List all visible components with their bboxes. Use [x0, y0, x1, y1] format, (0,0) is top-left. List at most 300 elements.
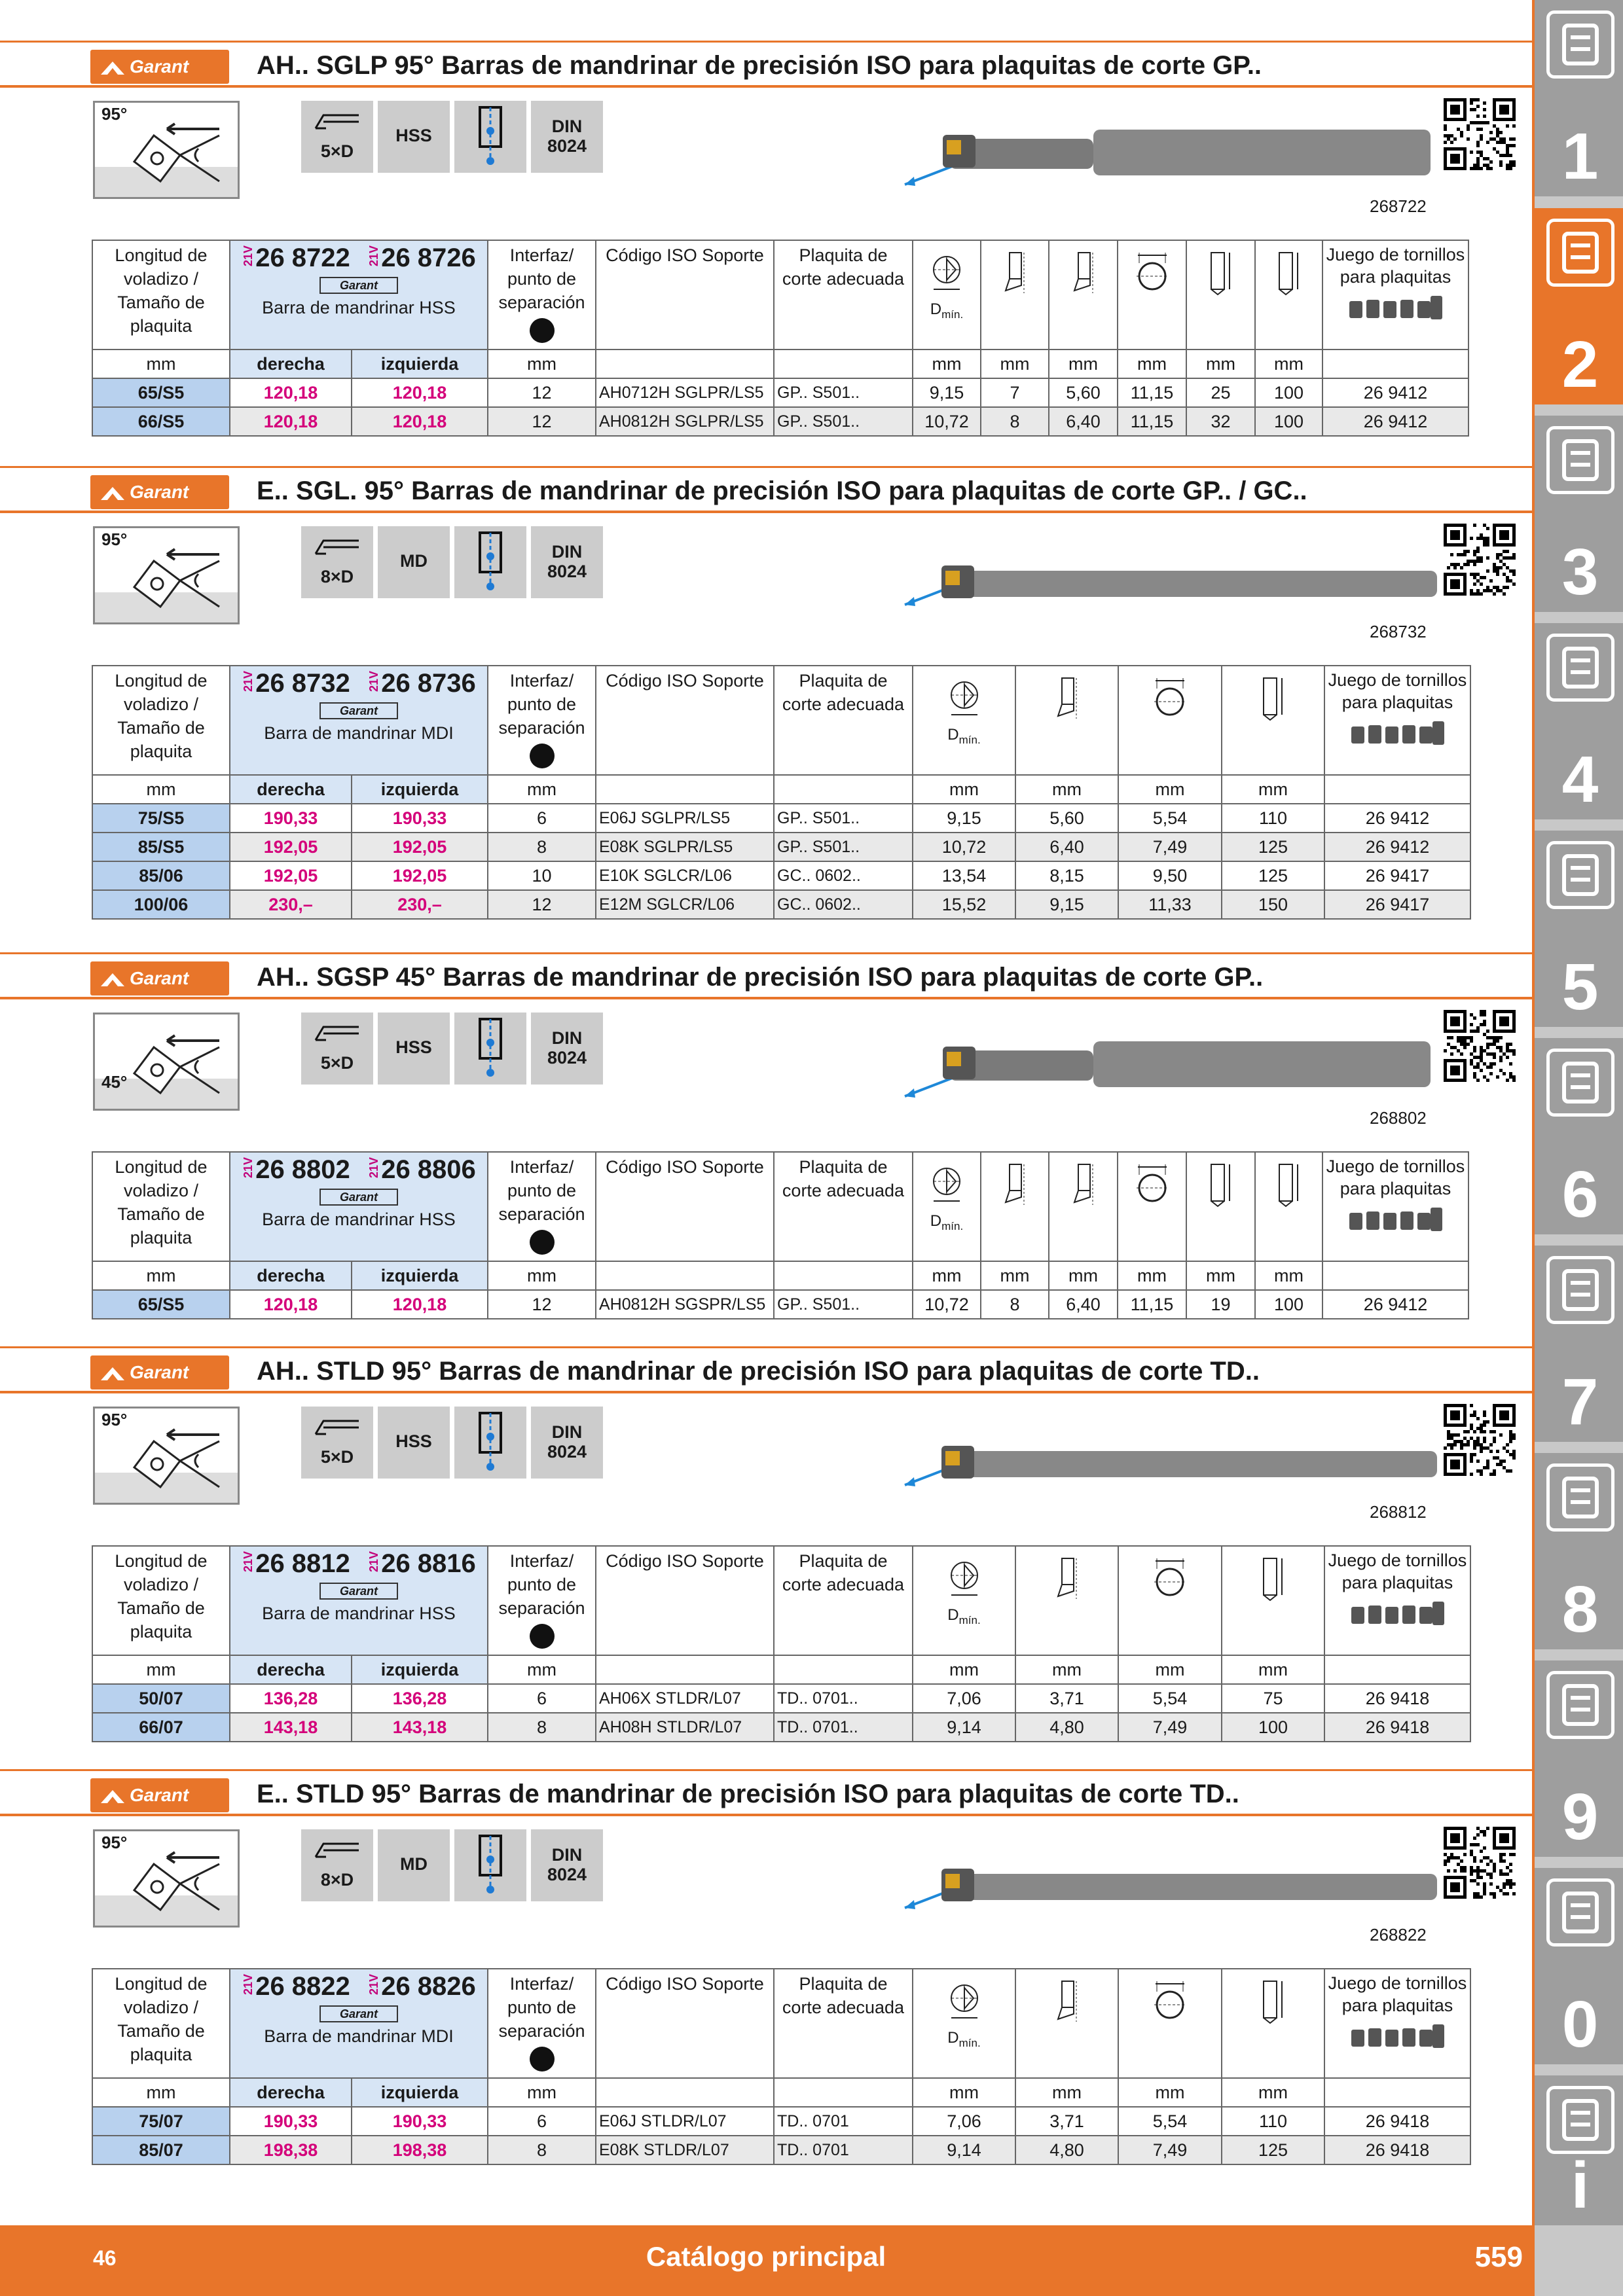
col-header-dimension: [1255, 240, 1322, 350]
size-cell: 85/S5: [92, 833, 230, 861]
unit-text: mm: [949, 2082, 979, 2102]
material-label: HSS: [395, 126, 432, 145]
chapter-number: 2: [1561, 328, 1599, 401]
material-label: HSS: [395, 1431, 432, 1451]
size-cell: 66/07: [92, 1713, 230, 1742]
garant-mini-logo: [319, 1189, 398, 1206]
table-row[interactable]: [92, 2107, 1470, 2136]
col-header-iso-code: [596, 1152, 774, 1261]
value-cell: TD.. 0701: [774, 2136, 913, 2164]
qr-code[interactable]: [1444, 524, 1516, 596]
min-diameter-icon: [947, 706, 981, 725]
dmin-label: D: [947, 726, 959, 744]
col-header-dimension: [1222, 1969, 1324, 2078]
screw-set-icon: [1326, 1206, 1465, 1240]
garant-mini-logo: [319, 277, 398, 294]
value-cell: 26 9418: [1324, 1713, 1470, 1742]
dmin-label: D: [947, 2029, 959, 2047]
material-icon: [378, 1407, 450, 1479]
value-cell: 19: [1186, 1290, 1255, 1319]
col-header-interface: [488, 240, 596, 350]
col-header-screw-set: [1322, 240, 1468, 350]
unit-text: derecha: [257, 353, 325, 374]
material-label: MD: [400, 1854, 428, 1874]
value-cell: 3,71: [1015, 2107, 1118, 2136]
article-right: 26 8812: [255, 1549, 350, 1578]
col-header-iso-code: [596, 240, 774, 350]
logo-text: Garant: [130, 56, 189, 77]
col-header-length: [92, 240, 230, 350]
col-header-insert: [774, 666, 913, 775]
col-header-dimension: [1255, 1152, 1322, 1261]
v21-mark: 21V: [367, 670, 381, 692]
garant-mini-logo: [319, 1583, 398, 1600]
product-section: [0, 466, 1532, 914]
product-table: [92, 240, 1469, 437]
table-row[interactable]: [92, 1290, 1468, 1319]
material-icon: [378, 526, 450, 598]
unit-text: mm: [1068, 353, 1098, 374]
chapter-tab-8[interactable]: [1535, 1453, 1623, 1649]
unit-cell: [230, 775, 352, 804]
screw-set-label: Juego de tornillos para plaquitas: [1328, 670, 1467, 712]
din-standard-icon: [531, 101, 603, 173]
internal-coolant-icon: [454, 1829, 526, 1901]
unit-text: mm: [527, 2082, 556, 2102]
value-cell: 6,40: [1015, 833, 1118, 861]
price-cell: 192,05: [230, 861, 352, 890]
value-cell: 15,52: [913, 890, 1015, 919]
col-header-iso-code: [596, 666, 774, 775]
chapter-number: 1: [1561, 120, 1599, 193]
value-cell: 6,40: [1049, 1290, 1118, 1319]
value-cell: 7,06: [913, 2107, 1015, 2136]
value-cell: 100: [1222, 1713, 1324, 1742]
col-header-dimension: [1186, 1152, 1255, 1261]
v21-mark: 21V: [367, 1973, 381, 1995]
col-header-screw-set: [1324, 666, 1470, 775]
min-diameter-icon: [947, 1586, 981, 1605]
value-cell: 12: [488, 407, 596, 436]
unit-cell: [230, 1655, 352, 1684]
value-cell: 9,15: [1015, 890, 1118, 919]
value-cell: 10,72: [913, 1290, 981, 1319]
col-header-insert: [774, 1546, 913, 1655]
unit-text: mm: [146, 1659, 176, 1679]
screw-set-icon: [1328, 720, 1467, 754]
article-header: [230, 666, 488, 775]
material-icon: [378, 1829, 450, 1901]
unit-text: mm: [1258, 1659, 1288, 1679]
qr-code[interactable]: [1444, 1827, 1516, 1899]
product-table: [92, 665, 1471, 920]
unit-cell: [913, 1261, 981, 1290]
unit-text: mm: [527, 353, 556, 374]
qr-code[interactable]: [1444, 98, 1516, 170]
value-cell: 4,80: [1015, 2136, 1118, 2164]
value-cell: 26 9412: [1322, 407, 1468, 436]
value-cell: 8: [488, 2136, 596, 2164]
article-number: 268732: [1370, 622, 1427, 641]
value-cell: 9,15: [913, 804, 1015, 833]
article-number: 268822: [1370, 1925, 1427, 1945]
value-cell: 12: [488, 378, 596, 407]
unit-text: mm: [527, 779, 556, 799]
boring-bar-image: [903, 1854, 1440, 1916]
unit-cell: [92, 1655, 230, 1684]
unit-text: mm: [1155, 1659, 1185, 1679]
chapter-tab-9[interactable]: [1535, 1660, 1623, 1857]
value-cell: GP.. S501..: [774, 378, 913, 407]
table-row[interactable]: [92, 1713, 1470, 1742]
col-header-screw-set: [1322, 1152, 1468, 1261]
table-row[interactable]: [92, 890, 1470, 919]
unit-text: mm: [1000, 353, 1030, 374]
value-cell: 100: [1255, 407, 1322, 436]
unit-cell: [1222, 1655, 1324, 1684]
unit-text: derecha: [257, 779, 325, 799]
chapter-tab-i[interactable]: [1535, 2075, 1623, 2225]
value-cell: 26 9412: [1322, 378, 1468, 407]
angle-label: 95°: [101, 104, 128, 124]
table-row[interactable]: [92, 1684, 1470, 1713]
unit-cell: [352, 775, 488, 804]
chapter-tab-1[interactable]: [1535, 0, 1623, 196]
col-header-length: [92, 1969, 230, 2078]
value-cell: 26 9418: [1324, 1684, 1470, 1713]
value-cell: GC.. 0602..: [774, 861, 913, 890]
unit-text: mm: [1206, 1265, 1235, 1285]
unit-text: mm: [1258, 2082, 1288, 2102]
col-header-screw-set: [1324, 1969, 1470, 2078]
value-cell: 26 9418: [1324, 2136, 1470, 2164]
unit-cell: [92, 775, 230, 804]
chapter-tab-6[interactable]: [1535, 1038, 1623, 1234]
table-row[interactable]: [92, 804, 1470, 833]
length-icon: [1205, 1192, 1237, 1211]
value-cell: 7,06: [913, 1684, 1015, 1713]
garant-mini-logo: [319, 2005, 398, 2022]
value-cell: E06J SGLPR/LS5: [596, 804, 774, 833]
cabinet-icon: [1546, 1671, 1614, 1739]
chapter-number: 8: [1561, 1573, 1599, 1646]
value-cell: 32: [1186, 407, 1255, 436]
price-cell: 136,28: [352, 1684, 488, 1713]
unit-cell: [1049, 1261, 1118, 1290]
article-header: [230, 1152, 488, 1261]
value-cell: TD.. 0701..: [774, 1684, 913, 1713]
col-header-dimension: [913, 1546, 1015, 1655]
insert-label: Plaquita de corte adecuada: [782, 1157, 905, 1200]
qr-code[interactable]: [1444, 1404, 1516, 1476]
value-cell: 8: [981, 407, 1049, 436]
chapter-tab-3[interactable]: [1535, 416, 1623, 612]
boring-bar-image: [903, 106, 1440, 194]
col-header-iso-code: [596, 1969, 774, 2078]
chapter-tab-5[interactable]: [1535, 831, 1623, 1027]
shank-diameter-icon: [1133, 280, 1172, 300]
table-row[interactable]: [92, 2136, 1470, 2164]
value-cell: 150: [1222, 890, 1324, 919]
value-cell: 12: [488, 890, 596, 919]
value-cell: 11,15: [1118, 378, 1186, 407]
din-label: DIN: [551, 1028, 583, 1048]
screw-set-icon: [1326, 295, 1465, 329]
toolbox-icon: [1546, 1463, 1614, 1532]
din-number: 8024: [547, 562, 587, 581]
col-header-dimension: [1186, 240, 1255, 350]
col-header-insert: [774, 1152, 913, 1261]
value-cell: 3,71: [1015, 1684, 1118, 1713]
article-right: 26 8732: [255, 669, 350, 698]
logo-text: Garant: [339, 1585, 378, 1598]
unit-cell: [230, 1261, 352, 1290]
cutting-depth-icon: [1053, 2009, 1082, 2028]
value-cell: GP.. S501..: [774, 407, 913, 436]
insert-label: Plaquita de corte adecuada: [782, 1551, 905, 1594]
price-cell: 143,18: [230, 1713, 352, 1742]
angle-label: 95°: [101, 529, 128, 549]
length-icon: [1205, 280, 1237, 300]
table-row[interactable]: [92, 833, 1470, 861]
unit-text: derecha: [257, 1265, 325, 1285]
chapter-number: 0: [1561, 1988, 1599, 2061]
col-header-dimension: [913, 666, 1015, 775]
right-page-number: 559: [1474, 2241, 1523, 2273]
col-header-dimension: [981, 1152, 1049, 1261]
interface-dot-icon: [530, 744, 555, 768]
article-right: 26 8802: [255, 1155, 350, 1184]
unit-text: mm: [1068, 1265, 1098, 1285]
unit-cell: [488, 2078, 596, 2107]
product-table: [92, 1545, 1471, 1742]
value-cell: 7,49: [1118, 1713, 1222, 1742]
unit-cell: [1222, 2078, 1324, 2107]
value-cell: 9,14: [913, 1713, 1015, 1742]
section-header: [0, 41, 1532, 88]
section-title: AH.. SGLP 95° Barras de mandrinar de precisión ISO para plaquitas de corte GP..: [257, 51, 1262, 80]
value-cell: 26 9412: [1324, 804, 1470, 833]
insert-icon: [1546, 219, 1614, 287]
unit-cell: [1186, 1261, 1255, 1290]
unit-cell: [1186, 350, 1255, 378]
unit-text: mm: [527, 1265, 556, 1285]
unit-text: mm: [1155, 2082, 1185, 2102]
table-row[interactable]: [92, 407, 1468, 436]
unit-cell: [913, 1655, 1015, 1684]
length-ratio-icon: [301, 101, 373, 173]
price-cell: 230,–: [230, 890, 352, 919]
garant-logo: [90, 1778, 229, 1812]
length-ratio-icon: [301, 1407, 373, 1479]
pliers-icon: [1546, 1256, 1614, 1324]
din-standard-icon: [531, 526, 603, 598]
price-cell: 120,18: [230, 1290, 352, 1319]
garant-logo: [90, 1355, 229, 1390]
din-label: DIN: [551, 542, 583, 562]
value-cell: 6,40: [1049, 407, 1118, 436]
min-diameter-icon: [947, 2009, 981, 2028]
section-header: [0, 1769, 1532, 1816]
price-cell: 230,–: [352, 890, 488, 919]
size-cell: 50/07: [92, 1684, 230, 1713]
col-header-length-text: Longitud de voladizo / Tamaño de plaquita: [115, 1157, 208, 1247]
interface-label: Interfaz/ punto de separación: [498, 1974, 585, 2041]
din-label: DIN: [551, 117, 583, 136]
chapter-number: 5: [1561, 950, 1599, 1024]
value-cell: 125: [1222, 833, 1324, 861]
value-cell: AH0812H SGLPR/LS5: [596, 407, 774, 436]
unit-text: mm: [949, 779, 979, 799]
unit-text: mm: [527, 1659, 556, 1679]
chapter-tab-2[interactable]: [1535, 208, 1623, 404]
boring-bar-image: [903, 1018, 1440, 1106]
value-cell: 8: [981, 1290, 1049, 1319]
unit-text: mm: [1137, 1265, 1167, 1285]
unit-cell: [92, 350, 230, 378]
unit-cell: [1118, 775, 1222, 804]
interface-label: Interfaz/ punto de separación: [498, 245, 585, 312]
angle-label: 45°: [101, 1072, 128, 1092]
dmin-label: D: [930, 300, 942, 318]
col-header-dimension: [1015, 1546, 1118, 1655]
left-page-number: 46: [93, 2246, 117, 2270]
unit-cell: [1015, 775, 1118, 804]
section-title: AH.. SGSP 45° Barras de mandrinar de precisión ISO para plaquitas de corte GP..: [257, 963, 1264, 992]
boring-angle-diagram: [93, 1013, 240, 1111]
chapter-tab-0[interactable]: [1535, 1868, 1623, 2064]
value-cell: 100: [1255, 1290, 1322, 1319]
unit-cell: [913, 775, 1015, 804]
col-header-iso-code: [596, 1546, 774, 1655]
iso-code-label: Código ISO Soporte: [606, 245, 764, 265]
unit-cell: [352, 350, 488, 378]
boring-angle-diagram: [93, 526, 240, 624]
logo-text: Garant: [339, 2007, 378, 2020]
logo-text: Garant: [130, 482, 189, 502]
value-cell: 11,15: [1118, 1290, 1186, 1319]
bar-label: Barra de mandrinar HSS: [262, 298, 456, 317]
value-cell: 8,15: [1015, 861, 1118, 890]
col-header-length-text: Longitud de voladizo / Tamaño de plaquita: [115, 671, 208, 761]
iso-code-label: Código ISO Soporte: [606, 1157, 764, 1177]
v21-mark: 21V: [367, 1551, 381, 1572]
value-cell: 7,49: [1118, 833, 1222, 861]
unit-text: izquierda: [380, 1265, 459, 1285]
col-header-dimension: [1118, 666, 1222, 775]
screw-set-icon: [1328, 1600, 1467, 1634]
length-ratio-icon: [301, 1013, 373, 1085]
v21-mark: 21V: [242, 245, 255, 266]
value-cell: E10K SGLCR/L06: [596, 861, 774, 890]
chapter-tab-4[interactable]: [1535, 623, 1623, 819]
interface-dot-icon: [530, 2047, 555, 2072]
section-title: E.. STLD 95° Barras de mandrinar de precisión ISO para plaquitas de corte TD..: [257, 1780, 1239, 1808]
cutting-depth-icon: [1069, 1192, 1098, 1211]
table-row[interactable]: [92, 378, 1468, 407]
interface-label: Interfaz/ punto de separación: [498, 1551, 585, 1618]
unit-cell: [1015, 1655, 1118, 1684]
garant-logo: [90, 961, 229, 996]
value-cell: 6: [488, 804, 596, 833]
col-header-dimension: [1118, 1152, 1186, 1261]
cutting-depth-icon: [1069, 280, 1098, 300]
value-cell: 12: [488, 1290, 596, 1319]
wrench-icon: [1546, 1049, 1614, 1117]
garant-logo: [90, 475, 229, 509]
article-number: 268812: [1370, 1502, 1427, 1522]
value-cell: 7: [981, 378, 1049, 407]
value-cell: 11,15: [1118, 407, 1186, 436]
v21-mark: 21V: [242, 670, 255, 692]
col-header-insert: [774, 240, 913, 350]
col-header-dimension: [1118, 240, 1186, 350]
length-ratio-label: 5×D: [320, 141, 354, 161]
table-row[interactable]: [92, 861, 1470, 890]
qr-code[interactable]: [1444, 1010, 1516, 1082]
chapter-number: i: [1571, 2149, 1590, 2222]
value-cell: AH0712H SGLPR/LS5: [596, 378, 774, 407]
min-diameter-icon: [930, 1192, 964, 1211]
internal-coolant-icon: [454, 101, 526, 173]
size-cell: 66/S5: [92, 407, 230, 436]
value-cell: GP.. S501..: [774, 1290, 913, 1319]
unit-text: mm: [1274, 353, 1304, 374]
article-number: 268802: [1370, 1108, 1427, 1128]
shank-diameter-icon: [1150, 2009, 1190, 2028]
insert-label: Plaquita de corte adecuada: [782, 1974, 905, 2017]
length-ratio-icon: [301, 1829, 373, 1901]
value-cell: 6: [488, 1684, 596, 1713]
col-header-dimension: [1049, 240, 1118, 350]
size-cell: 65/S5: [92, 378, 230, 407]
drill-icon: [1546, 10, 1614, 79]
dmin-label: D: [947, 1606, 959, 1624]
product-section: [0, 952, 1532, 1314]
din-standard-icon: [531, 1407, 603, 1479]
safety-icon: [1546, 1878, 1614, 1946]
length-icon: [1257, 706, 1290, 725]
screw-set-label: Juego de tornillos para plaquitas: [1326, 245, 1465, 287]
article-right: 26 8822: [255, 1972, 350, 2001]
price-cell: 190,33: [230, 804, 352, 833]
length-icon: [1273, 280, 1305, 300]
value-cell: 25: [1186, 378, 1255, 407]
unit-cell: [1255, 1261, 1322, 1290]
value-cell: 10,72: [913, 833, 1015, 861]
chapter-tab-7[interactable]: [1535, 1246, 1623, 1442]
unit-cell: [352, 2078, 488, 2107]
iso-code-label: Código ISO Soporte: [606, 671, 764, 691]
unit-text: izquierda: [380, 1659, 459, 1679]
unit-cell: [1118, 2078, 1222, 2107]
article-right: 26 8722: [255, 243, 350, 272]
bar-label: Barra de mandrinar MDI: [264, 2026, 454, 2046]
logo-text: Garant: [130, 968, 189, 988]
cutting-depth-icon: [1053, 706, 1082, 725]
din-standard-icon: [531, 1013, 603, 1085]
unit-cell: [981, 350, 1049, 378]
length-ratio-icon: [301, 526, 373, 598]
size-cell: 85/06: [92, 861, 230, 890]
value-cell: 26 9417: [1324, 890, 1470, 919]
unit-cell: [1015, 2078, 1118, 2107]
product-section: [0, 1346, 1532, 1737]
interface-label: Interfaz/ punto de separación: [498, 671, 585, 738]
col-header-length: [92, 1152, 230, 1261]
boring-angle-diagram: [93, 1407, 240, 1505]
unit-text: mm: [1137, 353, 1167, 374]
